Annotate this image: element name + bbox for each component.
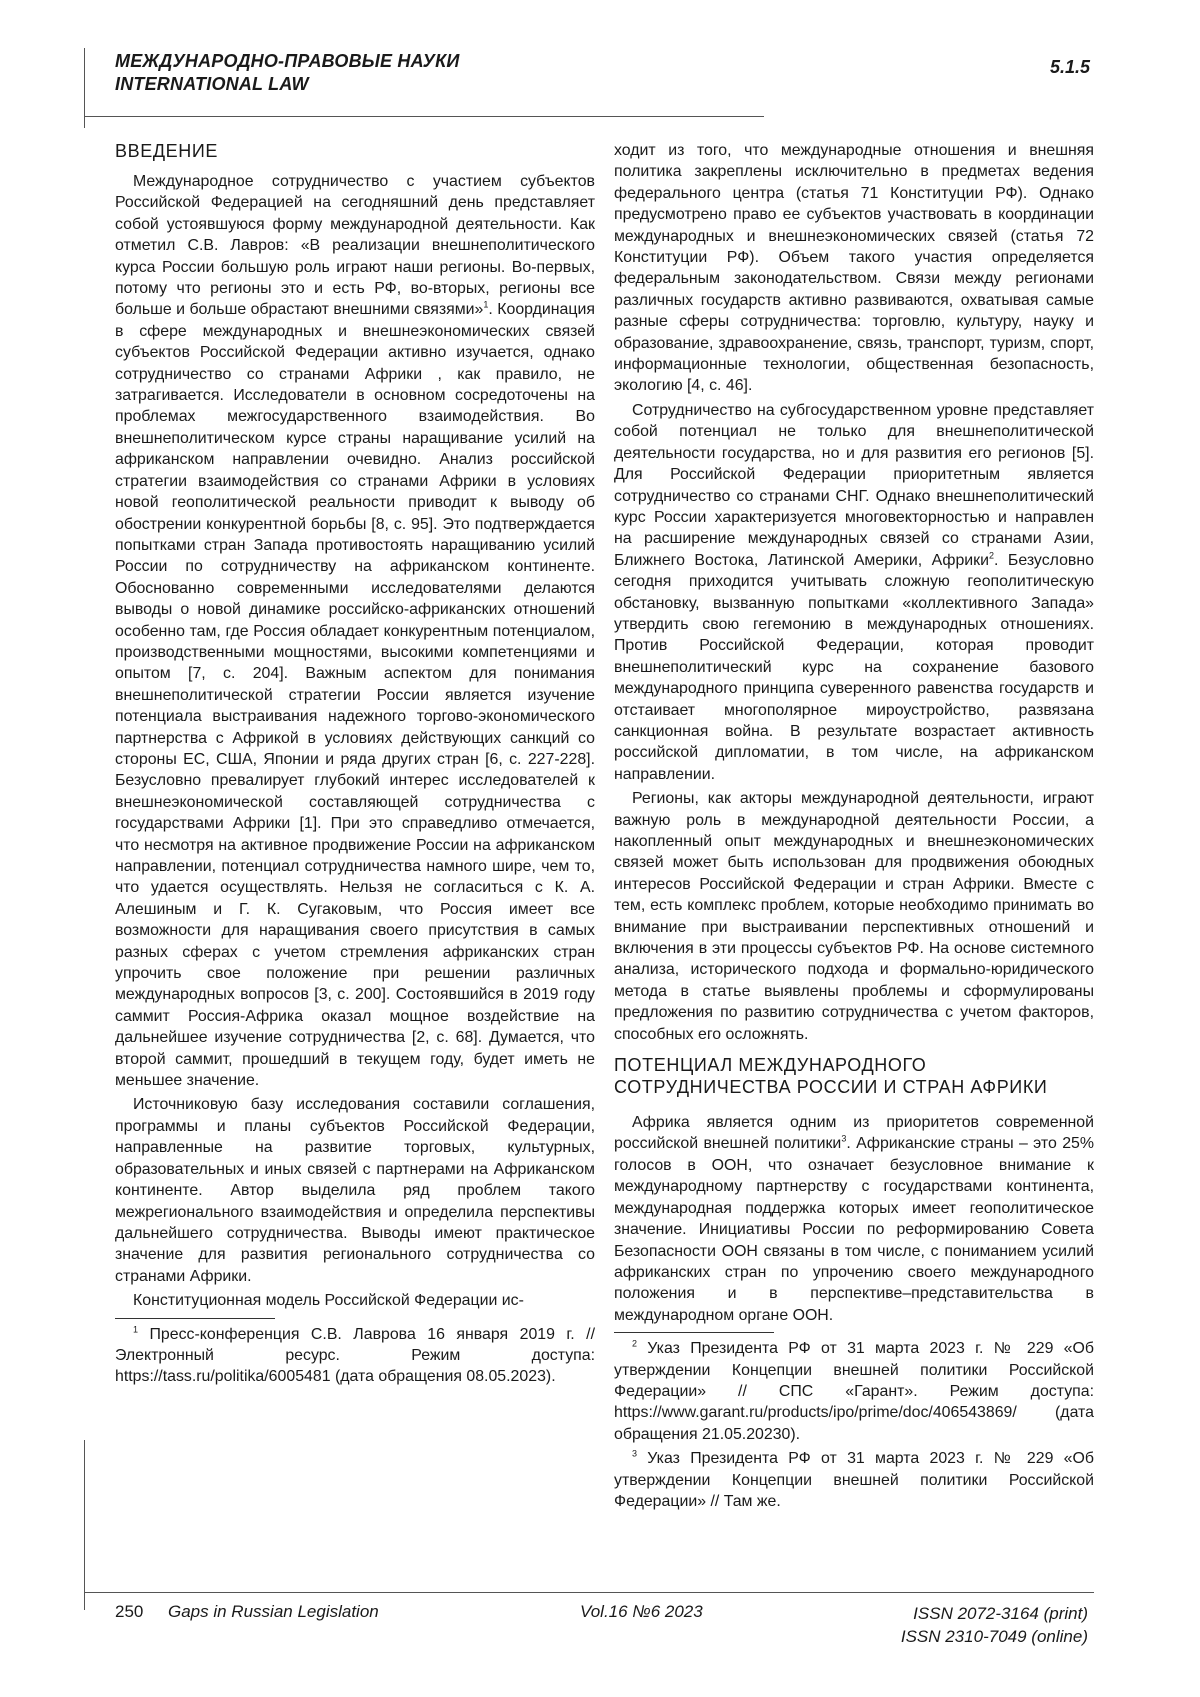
- footnote-text: Пресс-конференция С.В. Лаврова 16 января 2019 г. // Электронный ресурс. Режим доступа: https://tass.ru/politika/6005481 (дата обращения 08.05.2023).: [115, 1325, 595, 1386]
- footnote-separator: [115, 1318, 275, 1319]
- footer-horizontal-rule: [84, 1592, 1094, 1593]
- paragraph-text: Международное сотрудничество с участием субъектов Российской Федерацией на сегодняшний день представляет собой устоявшуюся форму международной деятельности. Как отметил С.В. Лавров: «В реализации внешнеполитического курса России большую роль играют наши регионы. Во-первых, потому что регионы это и есть РФ, во-вторых, регионы все больше и больше обрастают внешними связями»: [115, 173, 595, 319]
- footnote: [614, 1338, 1094, 1445]
- paragraph: Конституционная модель Российской Федерации ис-: [133, 1292, 524, 1310]
- volume-issue: Vol.16 №6 2023: [580, 1602, 703, 1621]
- section-title-ru: МЕЖДУНАРОДНО-ПРАВОВЫЕ НАУКИ: [115, 51, 460, 71]
- footer-vertical-rule: [84, 1440, 85, 1610]
- journal-name: Gaps in Russian Legislation: [168, 1602, 379, 1621]
- issn-block: [901, 1602, 1088, 1648]
- section-code: 5.1.5: [1049, 57, 1090, 77]
- paragraph-text: . Безусловно сегодня приходится учитывать сложную геополитическую обстановку, вызванную попытками «коллективного Запада» утвердить свою гегемонию в международных отношениях. Против Российской Федерации, которая проводит внешнеполитический курс на сохранение базового международного принципа суверенного равенства государств и отстаивает многополярное мироустройство, развязана санкционная война. В результате возрастает активность российской дипломатии, в том числе, на африканском направлении.: [614, 551, 1094, 783]
- footnote: [614, 1448, 1094, 1512]
- section-heading-introduction: ВВЕДЕНИЕ: [115, 141, 218, 161]
- paragraph: Источниковую базу исследования составили соглашения, программы и планы субъектов Российской Федерации, направленные на развитие торговых, культурных, образовательных и иных связей с партнерами на Африканском континенте. Автор выделила ряд проблем такого межрегионального взаимодействия и определила перспективы дальнейшего сотрудничества. Выводы имеют практическое значение для развития регионального сотрудничества со странами Африки.: [115, 1096, 595, 1285]
- paragraph: [614, 400, 1094, 785]
- paragraph: Регионы, как акторы международной деятельности, играют важную роль в международной деятельности России, а накопленный опыт международных и внешнеэкономических связей может быть использован для продвижения обоюдных интересов Российской Федерации и стран Африки. Вместе с тем, есть комплекс проблем, которые необходимо принимать во внимание при выстраивании перспективных отношений и включения в эти процессы субъектов РФ. На основе системного анализа, исторического подхода и формально-юридического метода в статье выявлены проблемы и сформулированы предложения по развитию сотрудничества с учетом факторов, способных его осложнять.: [614, 790, 1094, 1043]
- footnote-ref[interactable]: 3: [841, 1134, 847, 1145]
- page-number: 250: [115, 1602, 144, 1621]
- paragraph-text: Африка является одним из приоритетов современной российской внешней политики: [614, 1114, 1094, 1153]
- paragraph-text: . Африканские страны – это 25% голосов в ООН, что означает безусловное внимание к международному партнерству с государствами континента, международная поддержка которых имеет геополитическое значение. Инициативы России по реформированию Совета Безопасности ООН связаны в том числе, с пониманием усилий африканских стран по упрочению своего международного положения и в перспективе–представительства в международном органе ООН.: [614, 1135, 1095, 1324]
- paragraph: ходит из того, что международные отношения и внешняя политика закреплены исключительно в предметах ведения федерального центра (статья 71 Конституции РФ). Однако предусмотрено право ее субъектов участвовать в координации международных и внешнеэкономических связей (статья 72 Конституции РФ). Объем такого участия определяется федеральным законодательством. Связи между регионами различных государств активно развиваются, охватывая самые разные сферы сотрудничества: торговлю, культуру, науку и образование, здравоохранение, связь, транспорт, туризм, спорт, информационные технологии, общественная безопасность, экологию [4, с. 46].: [614, 142, 1094, 395]
- header-horizontal-rule: [84, 116, 764, 117]
- footnote-number: 2: [632, 1338, 638, 1349]
- footnote-ref[interactable]: 2: [989, 550, 995, 561]
- section-heading-potential: ПОТЕНЦИАЛ МЕЖДУНАРОДНОГО СОТРУДНИЧЕСТВА РОССИИ И СТРАН АФРИКИ: [614, 1055, 1048, 1098]
- footnote-separator: [614, 1332, 774, 1333]
- left-column: [115, 140, 595, 1391]
- section-title-en: INTERNATIONAL LAW: [115, 74, 309, 94]
- footnote-ref[interactable]: 1: [483, 300, 489, 311]
- footnote-text: Указ Президента РФ от 31 марта 2023 г. № 229 «Об утверждении Концепции внешней политики Российской Федерации» // СПС «Гарант». Режим доступа: https://www.garant.ru/products/ipo/prime/doc/406543869/ (дата обращения 21.05.20230).: [614, 1340, 1094, 1443]
- issn-online: ISSN 2310-7049 (online): [900, 1627, 1088, 1646]
- right-column: [614, 140, 1094, 1515]
- issn-print: ISSN 2072-3164 (print): [913, 1604, 1088, 1623]
- paragraph: [614, 1112, 1094, 1326]
- paragraph: [115, 171, 595, 1091]
- footnote-number: 3: [632, 1448, 638, 1459]
- footnote-number: 1: [133, 1324, 139, 1335]
- footnote-text: Указ Президента РФ от 31 марта 2023 г. № 229 «Об утверждении Концепции внешней политики Российской Федерации» // Там же.: [614, 1450, 1094, 1510]
- paragraph-text: . Координация в сфере международных и внешнеэкономических связей субъектов Российской Федерации активно изучается, однако сотрудничество со странами Африки , как правило, не затрагивается. Исследователи в основном сосредоточены на проблемах межгосударственного взаимодействия. Во внешнеполитическом курсе страны наращивание усилий на африканском направлении очевидно. Анализ российской стратегии взаимодействия со странами Африки в условиях новой геополитической реальности приводит к выводу об обострении конкурентной борьбы [8, с. 95]. Это подтверждается попытками стран Запада противостоять наращиванию усилий России по сотрудничеству на африканском континенте. Обоснованно современными исследователями делаются выводы о новой динамике российско-африканских отношений особенно там, где Россия обладает конкурентным потенциалом, производственными мощностями, высокими компетенциями и опытом [7, с. 204]. Важным аспектом для понимания внешнеполитической стратегии России является изучение потенциала выстраивания надежного торгово-экономического партнерства с Африкой в условиях действующих санкций со стороны ЕС, США, Японии и ряда других стран [6, с. 227-228]. Безусловно превалирует глубокий интерес исследователей к внешнеэкономической составляющей сотрудничества с государствами Африки [1]. При это справедливо отмечается, что несмотря на активное продвижение России на африканском направлении, потенциал сотрудничества намного шире, чем то, что удается осуществлять. Нельзя не согласиться с К. А. Алешиным и Г. К. Сугаковым, что Россия имеет все возможности для наращивания своего присутствия в самых разных сферах с учетом стремления африканских стран упрочить свое положение при решении различных международных вопросов [3, с. 200]. Состоявшийся в 2019 году саммит Россия-Африка оказал мощное воздействие на дальнейшее изучение сотрудничества [2, с. 68]. Думается, что второй саммит, прошедший в текущем году, будет иметь не меньшее значение.: [115, 301, 595, 1090]
- paragraph-text: Сотрудничество на субгосударственном уровне представляет собой потенциал не только для внешнеполитической деятельности государства, но и для развития его регионов [5]. Для Российской Федерации приоритетным является сотрудничество со странами СНГ. Однако внешнеполитический курс России характеризуется многовекторностью и направлен на расширение международных связей со странами Азии, Ближнего Востока, Латинской Америки, Африки: [614, 401, 1094, 569]
- footnote: [115, 1324, 595, 1388]
- running-header: [115, 50, 459, 96]
